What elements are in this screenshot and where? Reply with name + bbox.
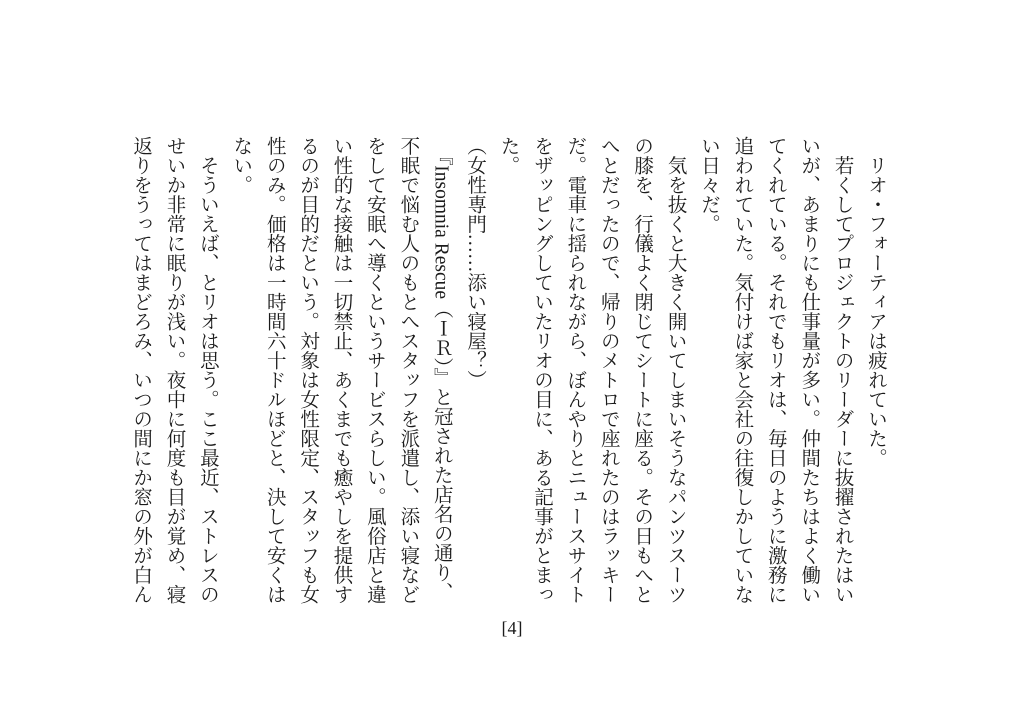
page-number: [4]	[501, 618, 523, 638]
paragraph: （女性専門……添い寝屋？）	[464, 136, 486, 390]
paragraph: 『Insomnia Rescue（ＩＲ）』と冠された店名の通り、不眠で悩む人のもとへスタッフを派遣し、添い寝などをして安眠へ導くというサービスらしい。風俗店と違い性的な接触は一切禁止、あくまでも癒やしを提供するのが目的だという。対象は女性限定、スタッフも女性のみ。価格は一時間六十ドルほどと、決して安くはない。	[230, 136, 452, 604]
paragraph: そういえば、とリオは思う。ここ最近、ストレスのせいか非常に眠りが浅い。夜中に何度も目が覚め、寝返りをうってはまどろみ、いつの間にか窓の外が白ん	[130, 136, 218, 604]
vertical-text-block	[124, 136, 892, 606]
paragraph: 気を抜くと大きく開いてしまいそうなパンツスーツの膝を、行儀よく閉じてシートに座る。その日もへとへとだったので、帰りのメトロで座れたのはラッキーだ。電車に揺られながら、ぼんやりとニュースサイトをザッピングしていたリオの目に、ある記事がとまった。	[497, 136, 686, 604]
paragraph: リオ・フォーティアは疲れていた。	[865, 136, 886, 468]
paragraph: 若くしてプロジェクトのリーダーに抜擢されたはいいが、あまりにも仕事量が多い。仲間たちはよく働いてくれている。それでもリオは、毎日のように激務に追われていた。気付けば家と会社の往復しかしていない日々だ。	[697, 136, 853, 604]
